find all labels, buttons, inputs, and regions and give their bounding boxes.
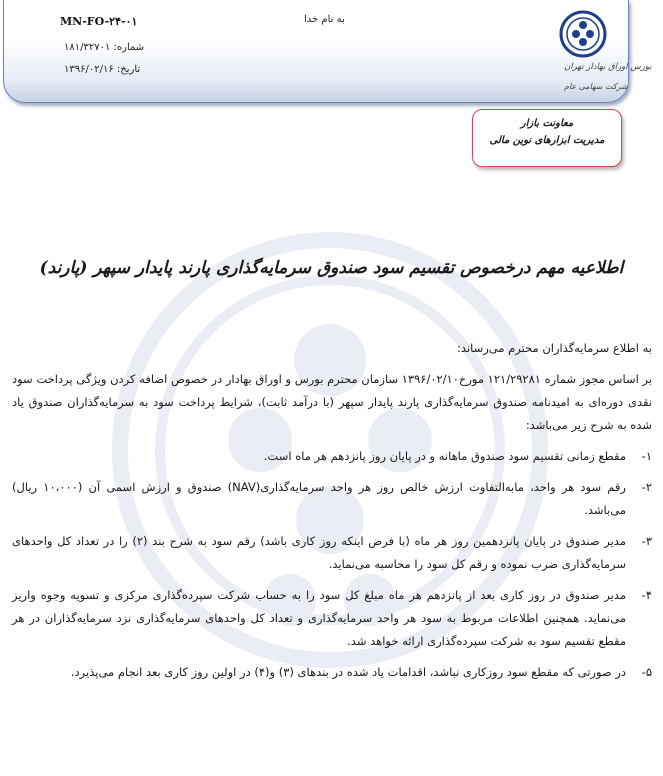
item-text: مقطع زمانی تقسیم سود صندوق ماهانه و در پایان روز پانزدهم هر ماه است. [263, 449, 626, 463]
letter-number: شماره: ۱۸۱/۳۲۷۰۱ [64, 42, 145, 53]
letterhead [3, 0, 652, 103]
org-subtitle: شرکت سهامی عام [564, 82, 628, 91]
announcement-body [12, 337, 652, 692]
announcement-title: اطلاعیه مهم درخصوص تقسیم سود صندوق سرمایه‌گذاری پارند پایدار سپهر (پارند) [39, 258, 624, 278]
list-item [12, 584, 652, 653]
form-code: MN-FO-۲۴-۰۱ [60, 15, 138, 28]
list-item [12, 476, 652, 522]
list-item [12, 445, 652, 468]
item-number: ۳- [641, 534, 652, 548]
list-item [12, 530, 652, 576]
item-text: مدیر صندوق در پایان پانزدهمین روز هر ماه (با فرض اینکه روز کاری باشد) رقم سود به شرح بند (۲) را در تعداد کل واحدهای سرمایه‌گذاری ضرب نموده و رقم کل سود را محاسبه می‌نماید. [12, 534, 626, 571]
intro-paragraph: بر اساس مجوز شماره ۱۲۱/۲۹۲۸۱ مورخ۱۳۹۶/۰۲/۱۰ سازمان محترم بورس و اوراق بهادار در خصوص اضافه کردن ویژگی پرداخت سود نقدی دوره‌ای به امیدنامه صندوق سرمایه‌گذاری پارند پایدار سپهر (با درآمد ثابت)، شرایط پرداخت سود به سرمایه‌گذاران صندوق یاد شده به شرح زیر می‌باشد: [12, 372, 652, 432]
bismillah: به نام خدا [304, 14, 345, 25]
department-line2: مدیریت ابزارهای نوین مالی [489, 135, 605, 146]
list-item [12, 661, 652, 684]
item-number: ۵- [641, 665, 652, 679]
item-text: رقم سود هر واحد، مابه‌التفاوت ارزش خالص روز هر واحد سرمایه‌گذاری(NAV) صندوق و ارزش اسمی آن (۱۰،۰۰۰ ریال) می‌باشد. [12, 480, 626, 517]
item-number: ۴- [641, 588, 652, 602]
greeting: به اطلاع سرمایه‌گذاران محترم می‌رساند: [456, 341, 652, 355]
org-name: بورس اوراق بهادار تهران [564, 62, 652, 72]
department-box [472, 109, 622, 167]
item-text: در صورتی که مقطع سود روزکاری نباشد، اقدامات یاد شده در بندهای (۳) و(۴) در اولین روز کاری بعد انجام می‌پذیرد. [70, 665, 626, 679]
item-number: ۲- [641, 480, 652, 494]
exchange-logo-icon [559, 10, 607, 58]
item-text: مدیر صندوق در روز کاری بعد از پانزدهم هر ماه مبلغ کل سود را به حساب شرکت سپرده‌گذاری مرکزی و تسویه وجوه واریز می‌نماید. همچنین اطلاعات مربوط به سود هر واحد سرمایه‌گذاری و تعداد کل واحدهای سرمایه‌گذاری نزد سرمایه‌گذاران در هر مقطع تقسیم سود به شرکت سپرده‌گذاری ارائه خواهد شد. [12, 588, 626, 648]
item-number: ۱- [641, 449, 652, 463]
department-line1: معاونت بازار [520, 118, 574, 129]
letter-date: تاریخ: ۱۳۹۶/۰۲/۱۶ [64, 64, 141, 75]
